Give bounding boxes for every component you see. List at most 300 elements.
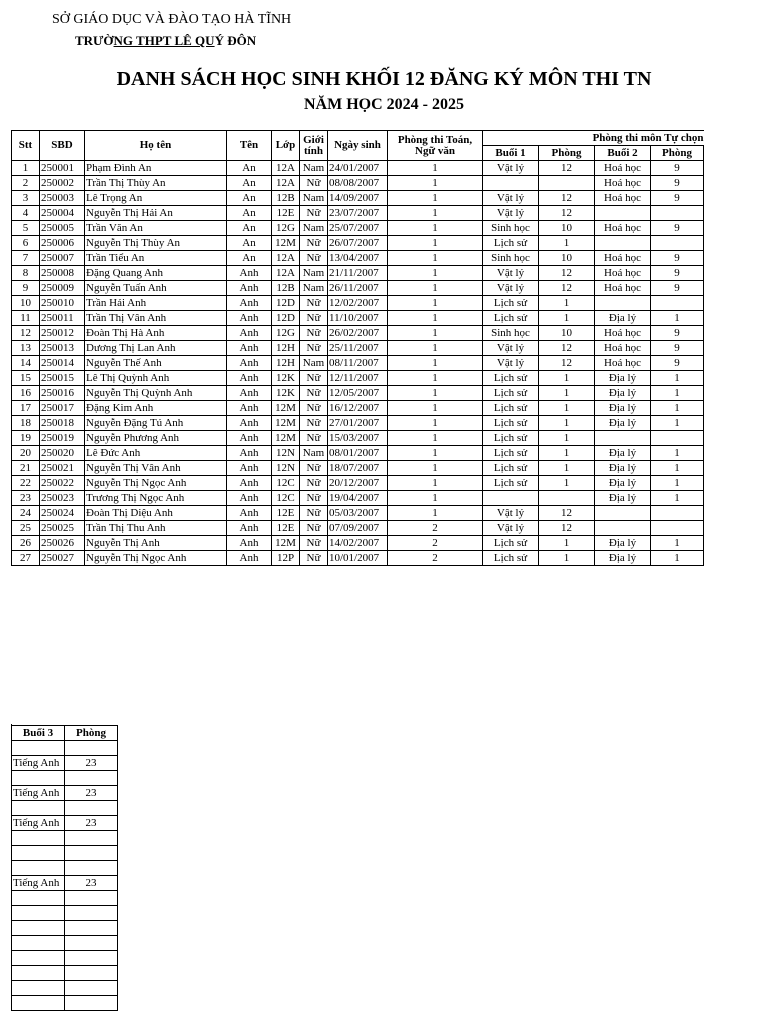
- table-row: [12, 416, 704, 431]
- cell-first-name: An: [227, 251, 272, 266]
- cell-room2: [651, 521, 704, 536]
- cell-first-name: An: [227, 221, 272, 236]
- header-session2: Buổi 2: [595, 146, 651, 161]
- cell-sbd: 250018: [40, 416, 85, 431]
- cell-session1: Vật lý: [483, 281, 539, 296]
- cell-session3: [12, 966, 65, 981]
- cell-session3: [12, 846, 65, 861]
- cell-stt: 20: [12, 446, 40, 461]
- cell-full-name: Trần Thị Thùy An: [85, 176, 227, 191]
- table-row: [12, 386, 704, 401]
- cell-class: 12D: [272, 311, 300, 326]
- cell-session2: [595, 506, 651, 521]
- cell-math-room: 1: [388, 236, 483, 251]
- side-row: [12, 741, 118, 756]
- cell-session2: Địa lý: [595, 476, 651, 491]
- cell-session3: Tiếng Anh: [12, 786, 65, 801]
- cell-room3: [65, 771, 118, 786]
- cell-gender: Nữ: [300, 521, 328, 536]
- cell-stt: 27: [12, 551, 40, 566]
- cell-full-name: Nguyễn Thị Ngọc Anh: [85, 476, 227, 491]
- cell-room1: 1: [539, 371, 595, 386]
- cell-room1: 1: [539, 236, 595, 251]
- cell-gender: Nam: [300, 446, 328, 461]
- cell-math-room: 1: [388, 281, 483, 296]
- school-name-prefix: TRƯỜ: [75, 33, 114, 48]
- cell-sbd: 250002: [40, 176, 85, 191]
- cell-first-name: Anh: [227, 446, 272, 461]
- cell-class: 12B: [272, 191, 300, 206]
- cell-session1: Vật lý: [483, 266, 539, 281]
- side-row: [12, 981, 118, 996]
- cell-room3: [65, 741, 118, 756]
- cell-stt: 9: [12, 281, 40, 296]
- cell-stt: 5: [12, 221, 40, 236]
- cell-stt: 21: [12, 461, 40, 476]
- cell-first-name: Anh: [227, 281, 272, 296]
- cell-room2: [651, 206, 704, 221]
- cell-room2: 1: [651, 446, 704, 461]
- cell-gender: Nữ: [300, 431, 328, 446]
- cell-stt: 10: [12, 296, 40, 311]
- cell-room3: 23: [65, 816, 118, 831]
- cell-math-room: 1: [388, 341, 483, 356]
- cell-birthdate: 12/11/2007: [328, 371, 388, 386]
- cell-room3: [65, 936, 118, 951]
- cell-room1: 1: [539, 386, 595, 401]
- cell-gender: Nam: [300, 281, 328, 296]
- cell-class: 12C: [272, 476, 300, 491]
- cell-session1: Lịch sử: [483, 386, 539, 401]
- session3-body: [12, 741, 118, 1011]
- side-row: [12, 876, 118, 891]
- cell-full-name: Nguyễn Thị Ngọc Anh: [85, 551, 227, 566]
- cell-room2: 9: [651, 281, 704, 296]
- side-row: [12, 966, 118, 981]
- table-row: [12, 371, 704, 386]
- cell-class: 12A: [272, 176, 300, 191]
- cell-gender: Nữ: [300, 416, 328, 431]
- table-row: [12, 536, 704, 551]
- table-row: [12, 551, 704, 566]
- side-row: [12, 846, 118, 861]
- side-row: [12, 861, 118, 876]
- cell-birthdate: 23/07/2007: [328, 206, 388, 221]
- cell-session1: Lịch sử: [483, 371, 539, 386]
- cell-room1: 1: [539, 536, 595, 551]
- school-name-suffix: Ý ĐÔN: [214, 33, 257, 48]
- cell-room1: 10: [539, 251, 595, 266]
- cell-first-name: An: [227, 176, 272, 191]
- cell-class: 12C: [272, 491, 300, 506]
- table-row: [12, 176, 704, 191]
- table-row: [12, 401, 704, 416]
- cell-room2: 1: [651, 401, 704, 416]
- cell-session1: Lịch sử: [483, 311, 539, 326]
- cell-math-room: 1: [388, 191, 483, 206]
- cell-session1: Lịch sử: [483, 416, 539, 431]
- department-name: SỞ GIÁO DỤC VÀ ĐÀO TẠO HÀ TĨNH: [52, 12, 292, 27]
- cell-class: 12A: [272, 161, 300, 176]
- cell-full-name: Nguyễn Thị Anh: [85, 536, 227, 551]
- cell-sbd: 250009: [40, 281, 85, 296]
- cell-sbd: 250005: [40, 221, 85, 236]
- table-row: [12, 446, 704, 461]
- cell-birthdate: 16/12/2007: [328, 401, 388, 416]
- cell-sbd: 250026: [40, 536, 85, 551]
- cell-class: 12G: [272, 221, 300, 236]
- cell-birthdate: 26/07/2007: [328, 236, 388, 251]
- cell-full-name: Dương Thị Lan Anh: [85, 341, 227, 356]
- cell-math-room: 1: [388, 221, 483, 236]
- cell-birthdate: 07/09/2007: [328, 521, 388, 536]
- cell-math-room: 2: [388, 521, 483, 536]
- cell-session2: Hoá học: [595, 221, 651, 236]
- cell-sbd: 250021: [40, 461, 85, 476]
- cell-stt: 18: [12, 416, 40, 431]
- cell-session3: [12, 861, 65, 876]
- cell-sbd: 250003: [40, 191, 85, 206]
- cell-session2: Địa lý: [595, 491, 651, 506]
- cell-room2: 1: [651, 371, 704, 386]
- header-gender: Giới tính: [300, 131, 328, 161]
- cell-first-name: Anh: [227, 311, 272, 326]
- cell-gender: Nam: [300, 161, 328, 176]
- cell-full-name: Trần Văn An: [85, 221, 227, 236]
- cell-full-name: Trần Hải Anh: [85, 296, 227, 311]
- cell-stt: 19: [12, 431, 40, 446]
- cell-session2: [595, 296, 651, 311]
- cell-sbd: 250013: [40, 341, 85, 356]
- header-first-name: Tên: [227, 131, 272, 161]
- cell-class: 12D: [272, 296, 300, 311]
- cell-gender: Nam: [300, 266, 328, 281]
- cell-math-room: 1: [388, 461, 483, 476]
- cell-room3: 23: [65, 786, 118, 801]
- cell-math-room: 2: [388, 551, 483, 566]
- cell-birthdate: 13/04/2007: [328, 251, 388, 266]
- table-row: [12, 251, 704, 266]
- cell-room1: 1: [539, 401, 595, 416]
- cell-math-room: 1: [388, 476, 483, 491]
- cell-class: 12N: [272, 446, 300, 461]
- cell-session2: Hoá học: [595, 176, 651, 191]
- cell-math-room: 1: [388, 431, 483, 446]
- cell-session3: Tiếng Anh: [12, 816, 65, 831]
- cell-sbd: 250023: [40, 491, 85, 506]
- cell-stt: 6: [12, 236, 40, 251]
- cell-stt: 4: [12, 206, 40, 221]
- header-class: Lớp: [272, 131, 300, 161]
- cell-session2: [595, 236, 651, 251]
- cell-class: 12G: [272, 326, 300, 341]
- cell-session1: Vật lý: [483, 161, 539, 176]
- cell-room2: 9: [651, 191, 704, 206]
- cell-session1: Lịch sử: [483, 401, 539, 416]
- cell-session3: [12, 936, 65, 951]
- cell-first-name: An: [227, 206, 272, 221]
- cell-room3: [65, 891, 118, 906]
- cell-session2: Hoá học: [595, 341, 651, 356]
- cell-room3: [65, 906, 118, 921]
- cell-room2: 9: [651, 251, 704, 266]
- cell-sbd: 250017: [40, 401, 85, 416]
- cell-math-room: 1: [388, 326, 483, 341]
- side-row: [12, 906, 118, 921]
- cell-first-name: Anh: [227, 431, 272, 446]
- cell-gender: Nữ: [300, 476, 328, 491]
- cell-stt: 14: [12, 356, 40, 371]
- cell-room2: 9: [651, 266, 704, 281]
- header-full-name: Họ tên: [85, 131, 227, 161]
- cell-session3: [12, 771, 65, 786]
- cell-room1: 1: [539, 551, 595, 566]
- cell-session1: [483, 176, 539, 191]
- cell-session2: [595, 521, 651, 536]
- cell-room1: [539, 491, 595, 506]
- cell-room3: [65, 846, 118, 861]
- cell-full-name: Đoàn Thị Diệu Anh: [85, 506, 227, 521]
- cell-session2: Hoá học: [595, 266, 651, 281]
- cell-sbd: 250015: [40, 371, 85, 386]
- cell-stt: 11: [12, 311, 40, 326]
- cell-room1: 12: [539, 281, 595, 296]
- side-row: [12, 996, 118, 1011]
- cell-math-room: 1: [388, 251, 483, 266]
- cell-first-name: Anh: [227, 461, 272, 476]
- cell-session2: Địa lý: [595, 446, 651, 461]
- cell-session1: Sinh học: [483, 221, 539, 236]
- cell-birthdate: 08/11/2007: [328, 356, 388, 371]
- cell-birthdate: 24/01/2007: [328, 161, 388, 176]
- cell-math-room: 1: [388, 296, 483, 311]
- cell-sbd: 250016: [40, 386, 85, 401]
- cell-class: 12M: [272, 536, 300, 551]
- header-room3: Phòng: [65, 726, 118, 741]
- header-room1: Phòng: [539, 146, 595, 161]
- cell-room3: [65, 966, 118, 981]
- cell-room1: 1: [539, 446, 595, 461]
- cell-math-room: 1: [388, 416, 483, 431]
- cell-room3: 23: [65, 876, 118, 891]
- cell-gender: Nam: [300, 221, 328, 236]
- side-row: [12, 831, 118, 846]
- cell-sbd: 250012: [40, 326, 85, 341]
- cell-first-name: Anh: [227, 416, 272, 431]
- cell-room1: 10: [539, 326, 595, 341]
- cell-stt: 24: [12, 506, 40, 521]
- cell-session1: Vật lý: [483, 206, 539, 221]
- cell-room3: [65, 951, 118, 966]
- cell-room1: 12: [539, 341, 595, 356]
- cell-stt: 12: [12, 326, 40, 341]
- cell-room1: 1: [539, 416, 595, 431]
- school-name: [75, 33, 256, 49]
- cell-session3: [12, 831, 65, 846]
- cell-sbd: 250019: [40, 431, 85, 446]
- cell-stt: 15: [12, 371, 40, 386]
- cell-stt: 22: [12, 476, 40, 491]
- cell-first-name: Anh: [227, 386, 272, 401]
- cell-stt: 1: [12, 161, 40, 176]
- cell-room2: 9: [651, 176, 704, 191]
- cell-math-room: 1: [388, 506, 483, 521]
- cell-birthdate: 14/02/2007: [328, 536, 388, 551]
- cell-room2: [651, 236, 704, 251]
- cell-room1: 12: [539, 206, 595, 221]
- cell-class: 12E: [272, 521, 300, 536]
- cell-full-name: Lê Thị Quỳnh Anh: [85, 371, 227, 386]
- cell-room3: [65, 996, 118, 1011]
- table-row: [12, 266, 704, 281]
- cell-session3: [12, 891, 65, 906]
- cell-room1: 1: [539, 476, 595, 491]
- cell-sbd: 250001: [40, 161, 85, 176]
- cell-room1: 12: [539, 356, 595, 371]
- cell-session3: [12, 741, 65, 756]
- cell-room3: [65, 831, 118, 846]
- cell-math-room: 1: [388, 356, 483, 371]
- table-row: [12, 296, 704, 311]
- cell-room1: 12: [539, 191, 595, 206]
- cell-math-room: 1: [388, 386, 483, 401]
- side-row: [12, 816, 118, 831]
- table-row: [12, 326, 704, 341]
- cell-full-name: Lê Đức Anh: [85, 446, 227, 461]
- side-header-row: [12, 726, 118, 741]
- cell-class: 12H: [272, 356, 300, 371]
- cell-class: 12A: [272, 251, 300, 266]
- cell-first-name: Anh: [227, 296, 272, 311]
- cell-session3: [12, 996, 65, 1011]
- cell-birthdate: 11/10/2007: [328, 311, 388, 326]
- header-room2: Phòng: [651, 146, 704, 161]
- table-row: [12, 221, 704, 236]
- cell-class: 12M: [272, 416, 300, 431]
- table-row: [12, 521, 704, 536]
- cell-birthdate: 19/04/2007: [328, 491, 388, 506]
- cell-full-name: Trần Thị Vân Anh: [85, 311, 227, 326]
- table-row: [12, 431, 704, 446]
- cell-gender: Nữ: [300, 311, 328, 326]
- cell-math-room: 1: [388, 371, 483, 386]
- cell-sbd: 250020: [40, 446, 85, 461]
- cell-session1: Vật lý: [483, 521, 539, 536]
- cell-full-name: Trần Tiểu An: [85, 251, 227, 266]
- side-row: [12, 936, 118, 951]
- cell-first-name: Anh: [227, 491, 272, 506]
- cell-class: 12E: [272, 506, 300, 521]
- cell-stt: 25: [12, 521, 40, 536]
- cell-full-name: Nguyễn Thị Hải An: [85, 206, 227, 221]
- side-row: [12, 786, 118, 801]
- cell-math-room: 2: [388, 536, 483, 551]
- cell-room1: 12: [539, 161, 595, 176]
- cell-stt: 8: [12, 266, 40, 281]
- cell-gender: Nữ: [300, 251, 328, 266]
- cell-room2: 1: [651, 386, 704, 401]
- cell-session1: Lịch sử: [483, 296, 539, 311]
- cell-birthdate: 25/11/2007: [328, 341, 388, 356]
- cell-session2: Địa lý: [595, 311, 651, 326]
- cell-math-room: 1: [388, 266, 483, 281]
- cell-sbd: 250011: [40, 311, 85, 326]
- cell-gender: Nữ: [300, 326, 328, 341]
- cell-birthdate: 26/02/2007: [328, 326, 388, 341]
- cell-birthdate: 05/03/2007: [328, 506, 388, 521]
- cell-session1: Lịch sử: [483, 446, 539, 461]
- student-registration-table: [11, 130, 704, 566]
- cell-session2: Địa lý: [595, 386, 651, 401]
- table-body: [12, 161, 704, 566]
- cell-session1: Lịch sử: [483, 461, 539, 476]
- session3-table: [11, 724, 118, 1011]
- cell-birthdate: 12/02/2007: [328, 296, 388, 311]
- cell-full-name: Trần Thị Thu Anh: [85, 521, 227, 536]
- cell-room2: [651, 506, 704, 521]
- cell-session2: Hoá học: [595, 281, 651, 296]
- header-stt: Stt: [12, 131, 40, 161]
- side-row: [12, 921, 118, 936]
- cell-room2: [651, 296, 704, 311]
- table-row: [12, 491, 704, 506]
- cell-first-name: Anh: [227, 506, 272, 521]
- cell-session1: Lịch sử: [483, 236, 539, 251]
- cell-full-name: Nguyễn Phương Anh: [85, 431, 227, 446]
- side-row: [12, 756, 118, 771]
- table-row: [12, 461, 704, 476]
- cell-session1: [483, 491, 539, 506]
- cell-stt: 17: [12, 401, 40, 416]
- cell-class: 12M: [272, 431, 300, 446]
- table-row: [12, 206, 704, 221]
- cell-session1: Sinh học: [483, 251, 539, 266]
- cell-class: 12E: [272, 206, 300, 221]
- cell-first-name: Anh: [227, 356, 272, 371]
- cell-stt: 2: [12, 176, 40, 191]
- cell-class: 12P: [272, 551, 300, 566]
- side-row: [12, 771, 118, 786]
- cell-session2: Địa lý: [595, 551, 651, 566]
- cell-gender: Nữ: [300, 296, 328, 311]
- cell-gender: Nữ: [300, 236, 328, 251]
- cell-room1: 12: [539, 506, 595, 521]
- cell-sbd: 250027: [40, 551, 85, 566]
- cell-sbd: 250007: [40, 251, 85, 266]
- cell-sbd: 250006: [40, 236, 85, 251]
- cell-session1: Lịch sử: [483, 536, 539, 551]
- cell-room1: 1: [539, 311, 595, 326]
- cell-session2: [595, 431, 651, 446]
- cell-gender: Nữ: [300, 341, 328, 356]
- cell-room1: 10: [539, 221, 595, 236]
- cell-first-name: Anh: [227, 476, 272, 491]
- cell-room2: 1: [651, 461, 704, 476]
- cell-gender: Nữ: [300, 176, 328, 191]
- cell-room1: 12: [539, 521, 595, 536]
- cell-room3: [65, 801, 118, 816]
- cell-gender: Nam: [300, 356, 328, 371]
- cell-session3: Tiếng Anh: [12, 756, 65, 771]
- cell-room2: 1: [651, 491, 704, 506]
- cell-first-name: An: [227, 236, 272, 251]
- cell-gender: Nữ: [300, 371, 328, 386]
- cell-session1: Vật lý: [483, 506, 539, 521]
- cell-session2: [595, 206, 651, 221]
- cell-sbd: 250024: [40, 506, 85, 521]
- cell-class: 12M: [272, 236, 300, 251]
- cell-gender: Nữ: [300, 401, 328, 416]
